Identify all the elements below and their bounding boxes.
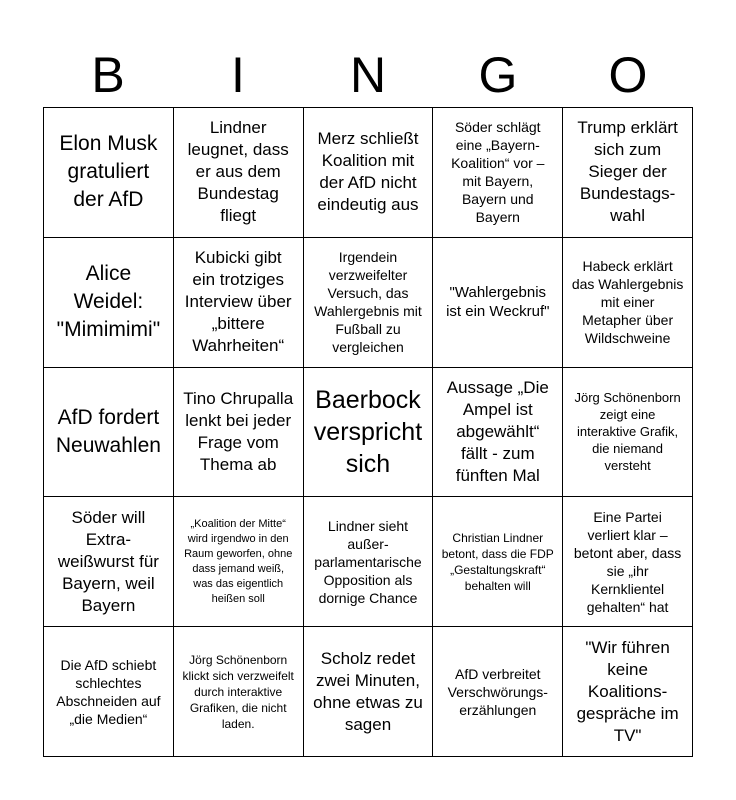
cell-text: Christian Lindner betont, dass die FDP „Gestaltungskraft“ behalten will [441, 530, 554, 593]
cell-text: Eine Partei verliert klar – betont aber, dass sie „ihr Kernklientel gehalten“ hat [573, 508, 682, 615]
header-letter-g: G [478, 47, 518, 103]
bingo-cell[interactable] [563, 238, 693, 368]
header-letter-n: N [349, 47, 387, 103]
bingo-cell[interactable] [174, 627, 304, 757]
bingo-cell[interactable] [563, 368, 693, 498]
bingo-cell[interactable] [433, 497, 563, 627]
cell-text: Scholz redet zwei Minuten, ohne etwas zu sagen [313, 648, 423, 734]
bingo-cell[interactable] [44, 368, 174, 498]
cell-text: Habeck erklärt das Wahlergebnis mit einer Metapher über Wildschweine [571, 258, 684, 347]
cell-text: Jörg Schönenborn zeigt eine interaktive Grafik, die niemand versteht [574, 390, 681, 474]
bingo-cell[interactable] [174, 108, 304, 238]
bingo-cell[interactable] [304, 108, 434, 238]
cell-text: „Koalition der Mitte“ wird irgendwo in den Raum geworfen, ohne dass jemand weiß, was das eigentlich heißen soll [184, 517, 293, 605]
cell-text: Trump erklärt sich zum Sieger der Bundestags-wahl [577, 118, 678, 226]
cell-text: Irgendein verzweifelter Versuch, das Wahlergebnis mit Fußball zu vergleichen [314, 249, 422, 356]
cell-text: Lindner sieht außer-parlamentarische Opposition als dornige Chance [314, 517, 422, 606]
bingo-cell[interactable] [44, 497, 174, 627]
cell-text: Baerbock verspricht sich [313, 385, 423, 478]
bingo-cell[interactable] [433, 108, 563, 238]
cell-text: Merz schließt Koalition mit der AfD nicht eindeutig aus [317, 129, 419, 215]
bingo-cell[interactable] [433, 238, 563, 368]
bingo-cell[interactable] [44, 627, 174, 757]
cell-text: Tino Chrupalla lenkt bei jeder Frage vom Thema ab [183, 388, 294, 474]
bingo-cell[interactable] [563, 108, 693, 238]
bingo-cell[interactable] [44, 108, 174, 238]
bingo-cell[interactable] [304, 368, 434, 498]
bingo-cell[interactable] [174, 238, 304, 368]
bingo-cell[interactable] [304, 627, 434, 757]
bingo-cell[interactable] [304, 497, 434, 627]
cell-text: Aussage „Die Ampel ist abgewählt“ fällt - zum fünften Mal [446, 377, 549, 485]
cell-text: Elon Musk gratuliert der AfD [59, 132, 158, 212]
bingo-cell[interactable] [304, 238, 434, 368]
cell-text: Jörg Schönenborn klickt sich verzweifelt durch interaktive Grafiken, die nicht laden. [182, 652, 294, 731]
bingo-cell[interactable] [174, 497, 304, 627]
cell-text: "Wahlergebnis ist ein Weckruf" [446, 284, 550, 321]
bingo-cell[interactable] [44, 238, 174, 368]
bingo-cell[interactable] [563, 497, 693, 627]
header-letter-b: B [91, 47, 125, 103]
cell-text: "Wir führen keine Koalitions-gespräche im TV" [576, 637, 679, 745]
cell-text: Söder schlägt eine „Bayern-Koalition“ vor – mit Bayern, Bayern und Bayern [451, 119, 545, 226]
header-letter-o: O [608, 47, 648, 103]
bingo-cell[interactable] [563, 627, 693, 757]
cell-text: AfD fordert Neuwahlen [55, 405, 161, 457]
bingo-grid [43, 107, 693, 757]
cell-text: Lindner leugnet, dass er aus dem Bundestag fliegt [187, 118, 289, 226]
bingo-header [43, 44, 693, 106]
bingo-cell[interactable] [433, 368, 563, 498]
bingo-cell[interactable] [174, 368, 304, 498]
header-letter-i: I [231, 47, 245, 103]
cell-text: AfD verbreitet Verschwörungs-erzählungen [447, 665, 548, 718]
cell-text: Söder will Extra-weißwurst für Bayern, weil Bayern [57, 507, 159, 615]
cell-text: Kubicki gibt ein trotziges Interview über „bittere Wahrheiten“ [184, 248, 292, 356]
cell-text: Alice Weidel: "Mimimimi" [56, 262, 161, 342]
cell-text: Die AfD schiebt schlechtes Abschneiden auf „die Medien“ [56, 656, 161, 727]
bingo-cell[interactable] [433, 627, 563, 757]
